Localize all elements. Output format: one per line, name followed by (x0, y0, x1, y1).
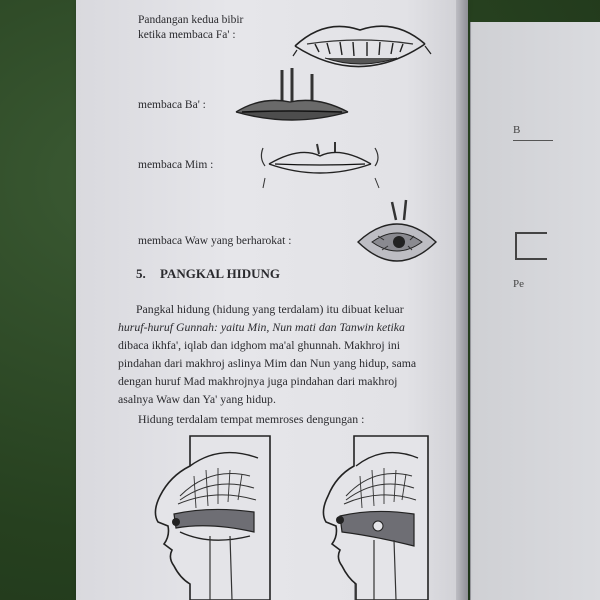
paragraph-line-4: pindahan dari makhroj aslinya Mim dan Nun yang hidup, sama (118, 356, 417, 370)
paragraph-line-2: huruf-huruf Gunnah: yaitu Min, Nun mati dan Tanwin ketika (118, 320, 405, 334)
adjacent-page-rule (513, 140, 553, 141)
caption-mim: membaca Mim : (138, 159, 214, 171)
section-title: PANGKAL HIDUNG (160, 266, 281, 281)
paragraph-line-1: Pangkal hidung (hidung yang terdalam) itu dibuat keluar (136, 302, 404, 316)
caption-fa-line2: ketika membaca Fa' : (138, 29, 236, 41)
subcaption: Hidung terdalam tempat memroses dengungan : (138, 412, 365, 426)
caption-waw: membaca Waw yang berharokat : (138, 235, 292, 247)
caption-fa-line1: Pandangan kedua bibir (138, 14, 244, 26)
lips-ba-figure (232, 66, 352, 136)
caption-ba: membaca Ba' : (138, 99, 206, 111)
head-cross-section-right (318, 436, 428, 600)
paragraph-line-5: dengan huruf Mad makhrojnya juga pindahan dari makhroj (118, 374, 398, 388)
lips-waw-figure (352, 196, 442, 280)
adjacent-page-fragment-mid: Pe (513, 278, 524, 290)
adjacent-page-box (515, 232, 547, 260)
lips-mim-figure (255, 138, 385, 194)
paragraph-line-3: dibaca ikhfa', iqlab dan idghom ma'al ghunnah. Makhroj ini (118, 338, 401, 352)
paragraph-line-6: asalnya Waw dan Ya' yang hidup. (118, 392, 276, 406)
adjacent-page-fragment-top: B (513, 124, 521, 136)
page-edge (456, 0, 468, 600)
section-number: 5. (136, 266, 146, 281)
adjacent-page (470, 22, 600, 600)
head-cross-section-left (150, 436, 270, 600)
